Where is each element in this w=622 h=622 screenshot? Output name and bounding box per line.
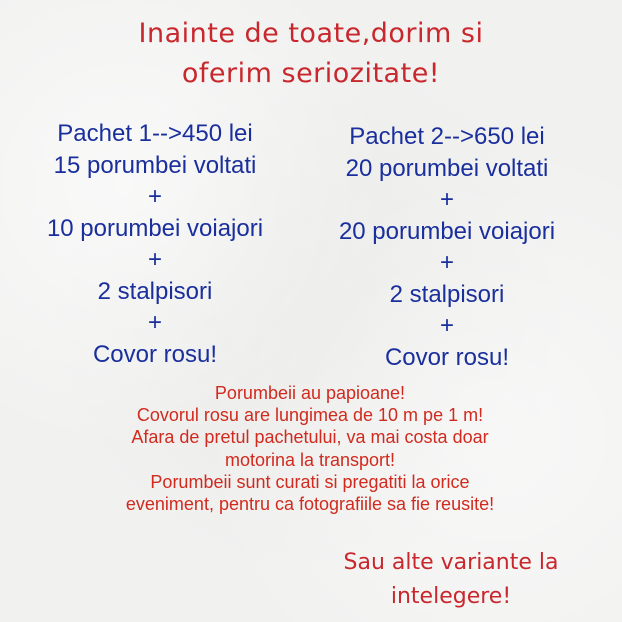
headline [0, 14, 622, 94]
package-1-plus: + [147, 309, 162, 336]
note-line: Afara de pretul pachetului, va mai costa doar [131, 427, 489, 448]
package-1-plus: + [147, 183, 162, 210]
note-line: eveniment, pentru ca fotografiile sa fie reusite! [125, 494, 495, 515]
package-1-voiajori: 10 porumbei voiajori [46, 214, 264, 242]
package-1-covor: Covor rosu! [92, 340, 218, 368]
note-line: motorina la transport! [224, 449, 396, 470]
package-2-covor: Covor rosu! [384, 343, 510, 371]
note-line: Porumbeii au papioane! [214, 383, 406, 403]
package-2-voltati: 20 porumbei voltati [345, 154, 549, 182]
package-2-voiajori: 20 porumbei voiajori [338, 217, 556, 245]
package-2-title: Pachet 2-->650 lei [349, 123, 545, 150]
package-1-stalpisori: 2 stalpisori [97, 277, 213, 305]
closing-line-2: intelegere! [390, 584, 512, 609]
headline-line-1: Inainte de toate,dorim si [138, 18, 484, 49]
package-2-plus: + [439, 312, 454, 339]
package-2 [302, 121, 592, 373]
package-2-plus: + [439, 249, 454, 276]
closing [300, 546, 602, 614]
package-1-title: Pachet 1-->450 lei [57, 120, 253, 147]
note-line: Covorul rosu are lungimea de 10 m pe 1 m! [136, 405, 484, 426]
package-1-voltati: 15 porumbei voltati [53, 151, 257, 179]
closing-line-1: Sau alte variante la [343, 550, 559, 575]
package-2-plus: + [439, 186, 454, 213]
note-line: Porumbeii sunt curati si pregatiti la orice [150, 471, 470, 492]
package-1-plus: + [147, 246, 162, 273]
notes [40, 382, 580, 515]
package-2-stalpisori: 2 stalpisori [389, 280, 505, 308]
headline-line-2: oferim seriozitate! [181, 58, 441, 89]
package-1 [10, 118, 300, 370]
